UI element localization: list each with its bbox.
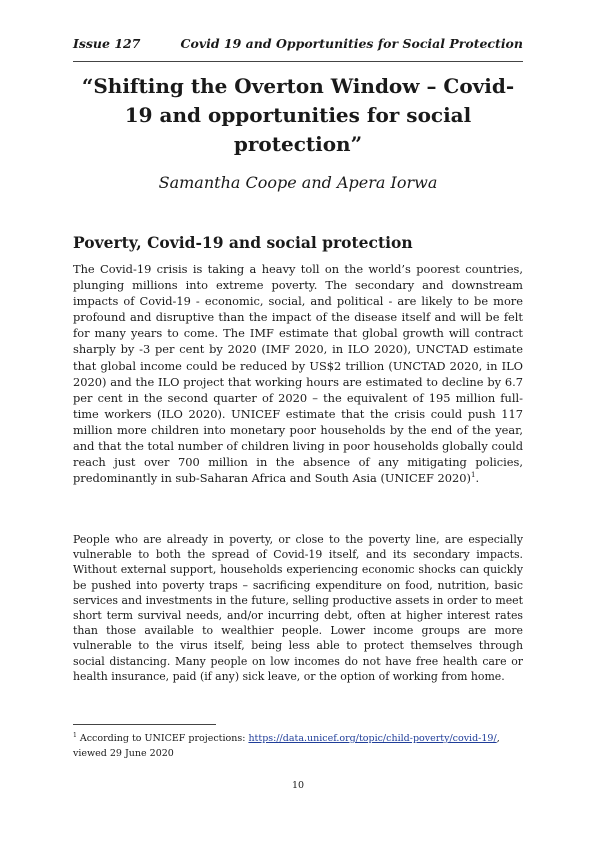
article-title: “Shifting the Overton Window – Covid-19 and opportunities for social protection” xyxy=(81,74,515,156)
footnote-divider xyxy=(73,724,216,725)
running-header xyxy=(73,36,523,56)
body-paragraph xyxy=(73,261,523,486)
footnote-number: 1 xyxy=(73,731,77,739)
section-heading: Poverty, Covid-19 and social protection xyxy=(73,233,413,252)
paragraph-text-end: . xyxy=(475,471,480,486)
footnote xyxy=(73,731,523,761)
header-divider xyxy=(73,61,523,62)
footnote-link[interactable]: https://data.unicef.org/topic/child-poverty/covid-19/ xyxy=(248,733,497,744)
paragraph-text: The Covid-19 crisis is taking a heavy toll on the world’s poorest countries, plunging millions into extreme poverty. The secondary and downstream impacts of Covid-19 - economic, social, and political - are likely to be more profound and disruptive than the impact of the disease itself and will be felt for many years to come. The IMF estimate that global growth will contract sharply by -3 per cent by 2020 (IMF 2020, in ILO 2020), UNCTAD estimate that global income could be reduced by US$2 trillion (UNCTAD 2020, in ILO 2020) and the ILO project that working hours are estimated to decline by 6.7 per cent in the second quarter of 2020 – the equivalent of 195 million full-time workers (ILO 2020). UNICEF estimate that the crisis could push 117 million more children into monetary poor households by the end of the year, and that the total number of children living in poor households globally could reach just over 700 million in the absence of any mitigating policies, predominantly in sub-Saharan Africa and South Asia (UNICEF 2020) xyxy=(73,262,523,486)
article-authors: Samantha Coope and Apera Iorwa xyxy=(158,173,438,192)
body-paragraph: People who are already in poverty, or close to the poverty line, are especially vulnerable to both the spread of Covid-19 itself, and its secondary impacts. Without external support, households experiencing economic shocks can quickly be pushed into poverty traps – sacrificing expenditure on food, nutrition, basic services and investments in the future, selling productive assets in order to meet short term survival needs, and/or incurring debt, often at higher interest rates than those available to wealthier people. Lower income groups are more vulnerable to the virus itself, being less able to protect themselves through social distancing. Many people on low incomes do not have free health care or health insurance, paid (if any) sick leave, or the option of working from home. xyxy=(73,533,523,683)
running-title: Covid 19 and Opportunities for Social Protection xyxy=(180,36,523,51)
footnote-text-end: , viewed 29 June 2020 xyxy=(73,733,500,759)
footnote-text: According to UNICEF projections: xyxy=(79,733,249,744)
issue-number: Issue 127 xyxy=(73,36,141,51)
footnote-reference[interactable]: 1 xyxy=(470,471,476,480)
page-number: 10 xyxy=(291,780,305,791)
